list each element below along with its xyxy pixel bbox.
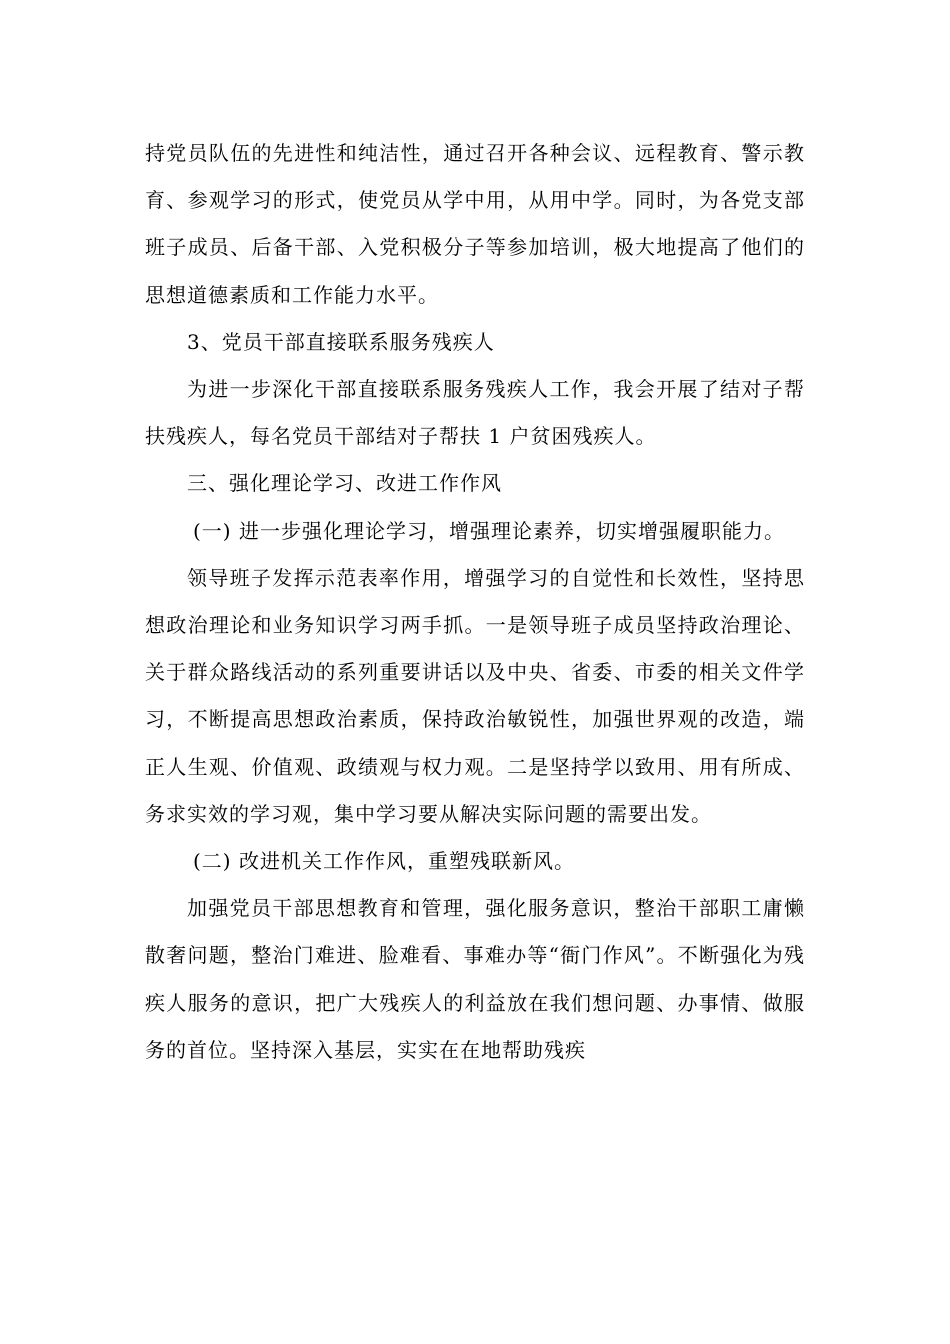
- paragraph-pairing-assistance: 为进一步深化干部直接联系服务残疾人工作，我会开展了结对子帮扶残疾人，每名党员干部结对子帮扶 1 户贫困残疾人。: [145, 377, 805, 449]
- subsection-heading-one: (一) 进一步强化理论学习，增强理论素养，切实增强履职能力。: [193, 518, 785, 543]
- paragraph-theory-study: 领导班子发挥示范表率作用，增强学习的自觉性和长效性，坚持思想政治理论和业务知识学习两手抓。一是领导班子成员坚持政治理论、关于群众路线活动的系列重要讲话以及中央、省委、市委的相关文件学习，不断提高思想政治素质，保持政治敏锐性，加强世界观的改造，端正人生观、价值观、政绩观与权力观。二是坚持学以致用、用有所成、务求实效的学习观，集中学习要从解决实际问题的需要出发。: [145, 565, 805, 826]
- paragraph-work-style: 加强党员干部思想教育和管理，强化服务意识，整治干部职工庸懒散奢问题，整治门难进、脸难看、事难办等“衙门作风”。不断强化为残疾人服务的意识，把广大残疾人的利益放在我们想问题、办事情、做服务的首位。坚持深入基层，实实在在地帮助残疾: [145, 896, 805, 1062]
- subsection-heading-two: (二) 改进机关工作作风，重塑残联新风。: [193, 849, 575, 874]
- document-body: [145, 130, 805, 1074]
- paragraph-continuation: 持党员队伍的先进性和纯洁性，通过召开各种会议、远程教育、警示教育、参观学习的形式，使党员从学中用，从用中学。同时，为各党支部班子成员、后备干部、入党积极分子等参加培训，极大地提高了他们的思想道德素质和工作能力水平。: [145, 141, 805, 307]
- section-heading-three: 三、强化理论学习、改进工作作风: [187, 471, 502, 496]
- section-heading-3: 3、党员干部直接联系服务残疾人: [187, 329, 495, 354]
